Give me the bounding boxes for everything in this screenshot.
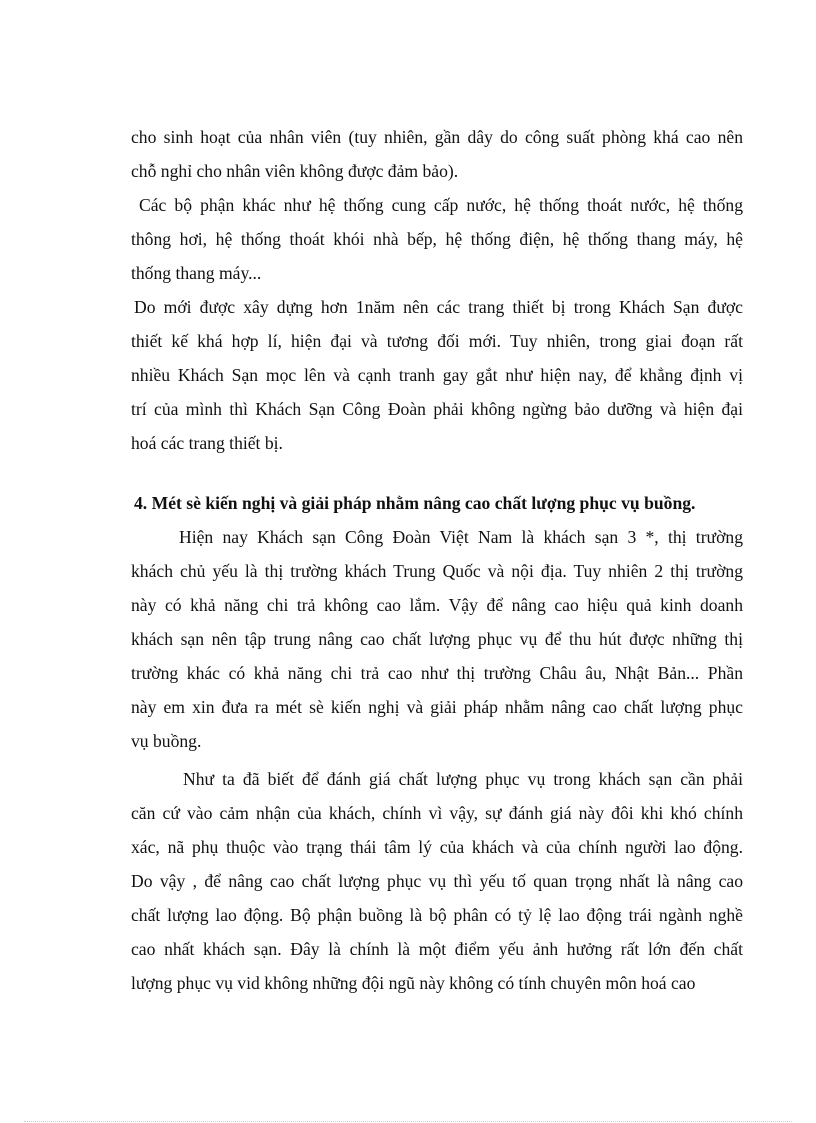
text-line: xác, nã phụ thuộc vào trạng thái tâm lý của khách và của chính người lao động. [131, 837, 743, 857]
text-line: vụ buồng. [131, 731, 202, 751]
text-line: này có khả năng chi trả không cao lắm. Vậy để nâng cao hiệu quả kinh doanh [131, 595, 743, 615]
text-line: khách sạn nên tập trung nâng cao chất lượng phục vụ để thu hút được những thị [131, 629, 743, 649]
text-line: chỗ nghỉ cho nhân viên không được đảm bảo). [131, 161, 459, 181]
text-line: Do vậy , để nâng cao chất lượng phục vụ thì yếu tố quan trọng nhất là nâng cao [131, 871, 743, 891]
text-line: Hiện nay Khách sạn Công Đoàn Việt Nam là khách sạn 3 *, thị trường [179, 527, 743, 547]
text-line: Do mới được xây dựng hơn 1năm nên các trang thiết bị trong Khách Sạn được [134, 297, 743, 317]
text-line: này em xin đưa ra mét sè kiến nghị và giải pháp nhằm nâng cao chất lượng phục [131, 697, 743, 717]
paragraph-equipment [131, 290, 743, 460]
text-line: thông hơi, hệ thống thoát khói nhà bếp, hệ thống điện, hệ thống thang máy, hệ [131, 229, 743, 249]
body-text [131, 120, 743, 1000]
text-line: Như ta đã biết để đánh giá chất lượng phục vụ trong khách sạn cần phải [183, 769, 743, 789]
paragraph-current-market [131, 520, 743, 758]
text-line: khách chủ yếu là thị trường khách Trung Quốc và nội địa. Tuy nhiên 2 thị trường [131, 561, 743, 581]
text-line: thiết kế khá hợp lí, hiện đại và tương đối mới. Tuy nhiên, trong giai đoạn rất [131, 331, 743, 351]
text-line: thống thang máy... [131, 263, 262, 283]
page-bottom-divider [24, 1121, 792, 1122]
text-line: chất lượng lao động. Bộ phận buồng là bộ phân có tỷ lệ lao động trái ngành nghề [131, 905, 743, 925]
paragraph-labour-quality [131, 762, 743, 1000]
text-line: trí của mình thì Khách Sạn Công Đoàn phải không ngừng bảo dưỡng và hiện đại [131, 399, 743, 419]
text-line: cao nhất khách sạn. Đây là chính là một điểm yếu ảnh hưởng rất lớn đến chất [131, 939, 743, 959]
paragraph-staff-rest [131, 120, 743, 188]
text-line: căn cứ vào cảm nhận của khách, chính vì vậy, sự đánh giá này đôi khi khó chính [131, 803, 743, 823]
text-line: trường khác có khả năng chi trả cao như thị trường Châu âu, Nhật Bản... Phần [131, 663, 743, 683]
paragraph-systems [131, 188, 743, 290]
section-heading: 4. Mét sè kiến nghị và giải pháp nhằm nâng cao chất lượng phục vụ buồng. [134, 493, 696, 513]
text-line: cho sinh hoạt của nhân viên (tuy nhiên, gần dây do công suất phòng khá cao nên [131, 127, 743, 147]
text-line: hoá các trang thiết bị. [131, 433, 283, 453]
text-line: lượng phục vụ vid không những đội ngũ này không có tính chuyên môn hoá cao [131, 973, 696, 993]
section-gap [131, 460, 743, 486]
text-line: Các bộ phận khác như hệ thống cung cấp nước, hệ thống thoát nước, hệ thống [139, 195, 743, 215]
text-line: nhiều Khách Sạn mọc lên và cạnh tranh gay gắt như hiện nay, để khẳng định vị [131, 365, 743, 385]
